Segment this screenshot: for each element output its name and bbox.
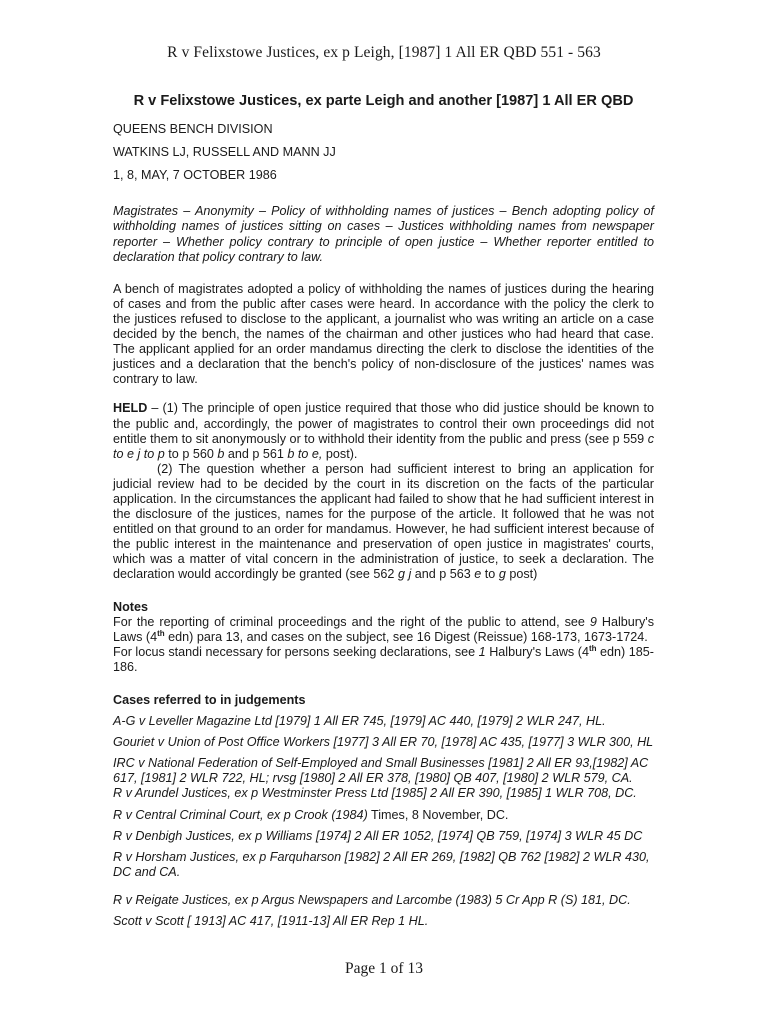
case-citation: R v Reigate Justices, ex p Argus Newspapers and Larcombe (1983) 5 Cr App R (S) 181, DC.: [113, 892, 631, 907]
case-citation: A-G v Leveller Magazine Ltd [1979] 1 All ER 745, [1979] AC 440, [1979] 2 WLR 247, HL.: [113, 714, 606, 729]
case-citation: IRC v National Federation of Self-Employed and Small Businesses [1981] 2 All ER 93,[1982] AC 617, [1981] 2 WLR 722, HL; rvsg [1980] 2 All ER 378, [1980] QB 407, [1980] 2 WLR 579, CA.: [113, 756, 649, 786]
catchwords: Magistrates – Anonymity – Policy of withholding names of justices – Bench adopting policy of withholding names of justices sitting on cases – Justices withholding names from newspaper reporter – Whether policy contrary to principle of open justice – Whether reporter entitled to declaration that policy contrary to law.: [113, 204, 654, 264]
court-division: QUEENS BENCH DIVISION: [113, 122, 273, 137]
cases-heading: Cases referred to in judgements: [113, 693, 306, 707]
page-number: Page 1 of 13: [345, 960, 423, 977]
held-paragraph-1: HELD – (1) The principle of open justice required that those who did justice should be known to the public and, accordingly, the power of magistrates to control their own proceedings did not entitle them to sit anonymously or to withhold their identity from the public and press (see p 559 c to e j to p to p 560 b and p 561 b to e, post).: [113, 401, 654, 461]
document-title: R v Felixstowe Justices, ex parte Leigh and another [1987] 1 All ER QBD: [133, 93, 634, 109]
facts-paragraph: A bench of magistrates adopted a policy of withholding the names of justices during the hearing of cases and from the public after cases were heard. In accordance with the policy the clerk to the justices refused to disclose to the applicant, a journalist who was writing an article on a case decided by the bench, the names of the chairman and other justices who had heard that case. The applicant applied for an order mandamus directing the clerk to disclose the identities of the justices and a declaration that the bench's policy of non-disclosure of the justices' names was contrary to law.: [113, 281, 654, 387]
case-citation: R v Central Criminal Court, ex p Crook (1984) Times, 8 November, DC.: [113, 807, 509, 822]
case-citation: Scott v Scott [ 1913] AC 417, [1911-13] All ER Rep 1 HL.: [113, 914, 429, 929]
notes-line-1: For the reporting of criminal proceedings and the right of the public to attend, see 9 Halbury's Laws (4th edn) para 13, and cases on the subject, see 16 Digest (Reissue) 168-173, 1673-1724.: [113, 614, 654, 644]
hearing-dates: 1, 8, MAY, 7 OCTOBER 1986: [113, 168, 277, 183]
held-paragraph-2: (2) The question whether a person had sufficient interest to bring an application for judicial review had to be decided by the court in its discretion on the facts of the particular application. In the circumstances the applicant had failed to show that he had sufficient interest in the disclosure of the justices, names for the purpose of the article. It followed that he was not entitled on that ground to an order for mandamus. However, he had sufficient interest because of the public interest in the maintenance and preservation of open justice in magistrates' courts, which was a matter of vital concern in the administration of justice, to seek a declaration. The declaration would accordingly be granted (see 562 g j and p 563 e to g post): [113, 461, 654, 582]
case-citation: Gouriet v Union of Post Office Workers [1977] 3 All ER 70, [1978] AC 435, [1977] 3 WLR 300, HL: [113, 735, 654, 750]
case-citation: R v Denbigh Justices, ex p Williams [1974] 2 All ER 1052, [1974] QB 759, [1974] 3 WLR 45 DC: [113, 828, 643, 843]
judges-line: WATKINS LJ, RUSSELL AND MANN JJ: [113, 145, 336, 160]
notes-line-2: For locus standi necessary for persons seeking declarations, see 1 Halbury's Laws (4th edn) 185-186.: [113, 643, 654, 674]
held-label: HELD: [113, 401, 148, 416]
case-citation: R v Horsham Justices, ex p Farquharson [1982] 2 All ER 269, [1982] QB 762 [1982] 2 WLR 430, DC and CA.: [113, 849, 650, 879]
running-header: R v Felixstowe Justices, ex p Leigh, [1987] 1 All ER QBD 551 - 563: [167, 44, 601, 61]
document-body: [113, 94, 654, 935]
notes-heading: Notes: [113, 599, 148, 614]
case-citation: R v Arundel Justices, ex p Westminster Press Ltd [1985] 2 All ER 390, [1985] 1 WLR 708, DC.: [113, 786, 637, 801]
